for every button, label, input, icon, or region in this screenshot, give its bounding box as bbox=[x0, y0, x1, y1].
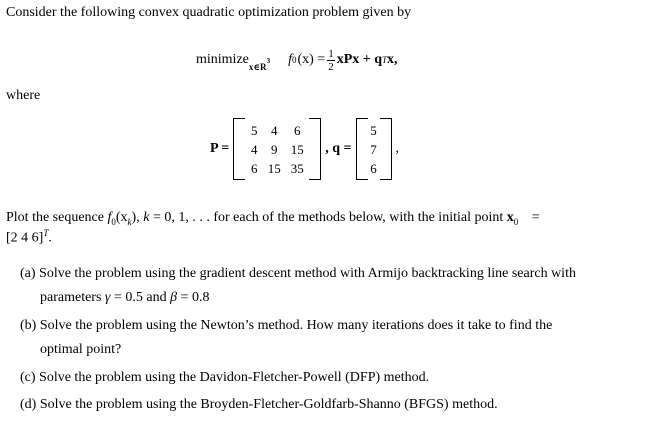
intro-text: Consider the following convex quadratic optimization problem given by bbox=[6, 5, 412, 20]
item-a-line1: (a) Solve the problem using the gradient descent method with Armijo backtracking line search with bbox=[20, 266, 576, 281]
q-label: , q = bbox=[325, 141, 352, 156]
item-b-line2: optimal point? bbox=[40, 342, 122, 357]
matrix-definitions: P = 5 4 6 4 9 15 6 15 35 , q = 5 7 6 , bbox=[210, 118, 399, 180]
plot-instruction-line1: Plot the sequence $f_0(x_k)$, k = 0, 1, . . . for each of the methods below, with the initial point $x_0$ = bbox=[6, 210, 540, 227]
objective-formula bbox=[196, 42, 398, 78]
P-label: P = bbox=[210, 141, 230, 156]
item-c: (c) Solve the problem using the Davidon-Fletcher-Powell (DFP) method. bbox=[20, 370, 430, 385]
item-d: (d) Solve the problem using the Broyden-Fletcher-Goldfarb-Shanno (BFGS) method. bbox=[20, 397, 498, 412]
objective-tail: x, bbox=[387, 52, 398, 67]
matrix-P: 5 4 6 4 9 15 6 15 35 bbox=[251, 122, 304, 176]
one-half-fraction: $\frac{1}{2}$ bbox=[328, 47, 334, 73]
f-subscript: 0 bbox=[291, 55, 297, 65]
item-a-line2: parameters γ = 0.5 and β = 0.8 bbox=[40, 290, 210, 305]
minimize-subscript: $x\in R^3$ bbox=[248, 56, 271, 72]
vector-q: 5 7 6 bbox=[370, 122, 377, 176]
where-text: where bbox=[6, 88, 41, 103]
plot-instruction-line2: [2 4 6]$^T$. bbox=[6, 228, 52, 246]
minimize-word: minimize bbox=[196, 52, 249, 67]
objective-x-eq: (x) = bbox=[297, 52, 326, 67]
f-symbol: f bbox=[288, 52, 292, 67]
objective-body: xPx + q bbox=[336, 52, 383, 67]
item-b-line1: (b) Solve the problem using the Newton’s method. How many iterations does it take to find the bbox=[20, 318, 553, 333]
transpose-mark: T bbox=[382, 55, 388, 65]
